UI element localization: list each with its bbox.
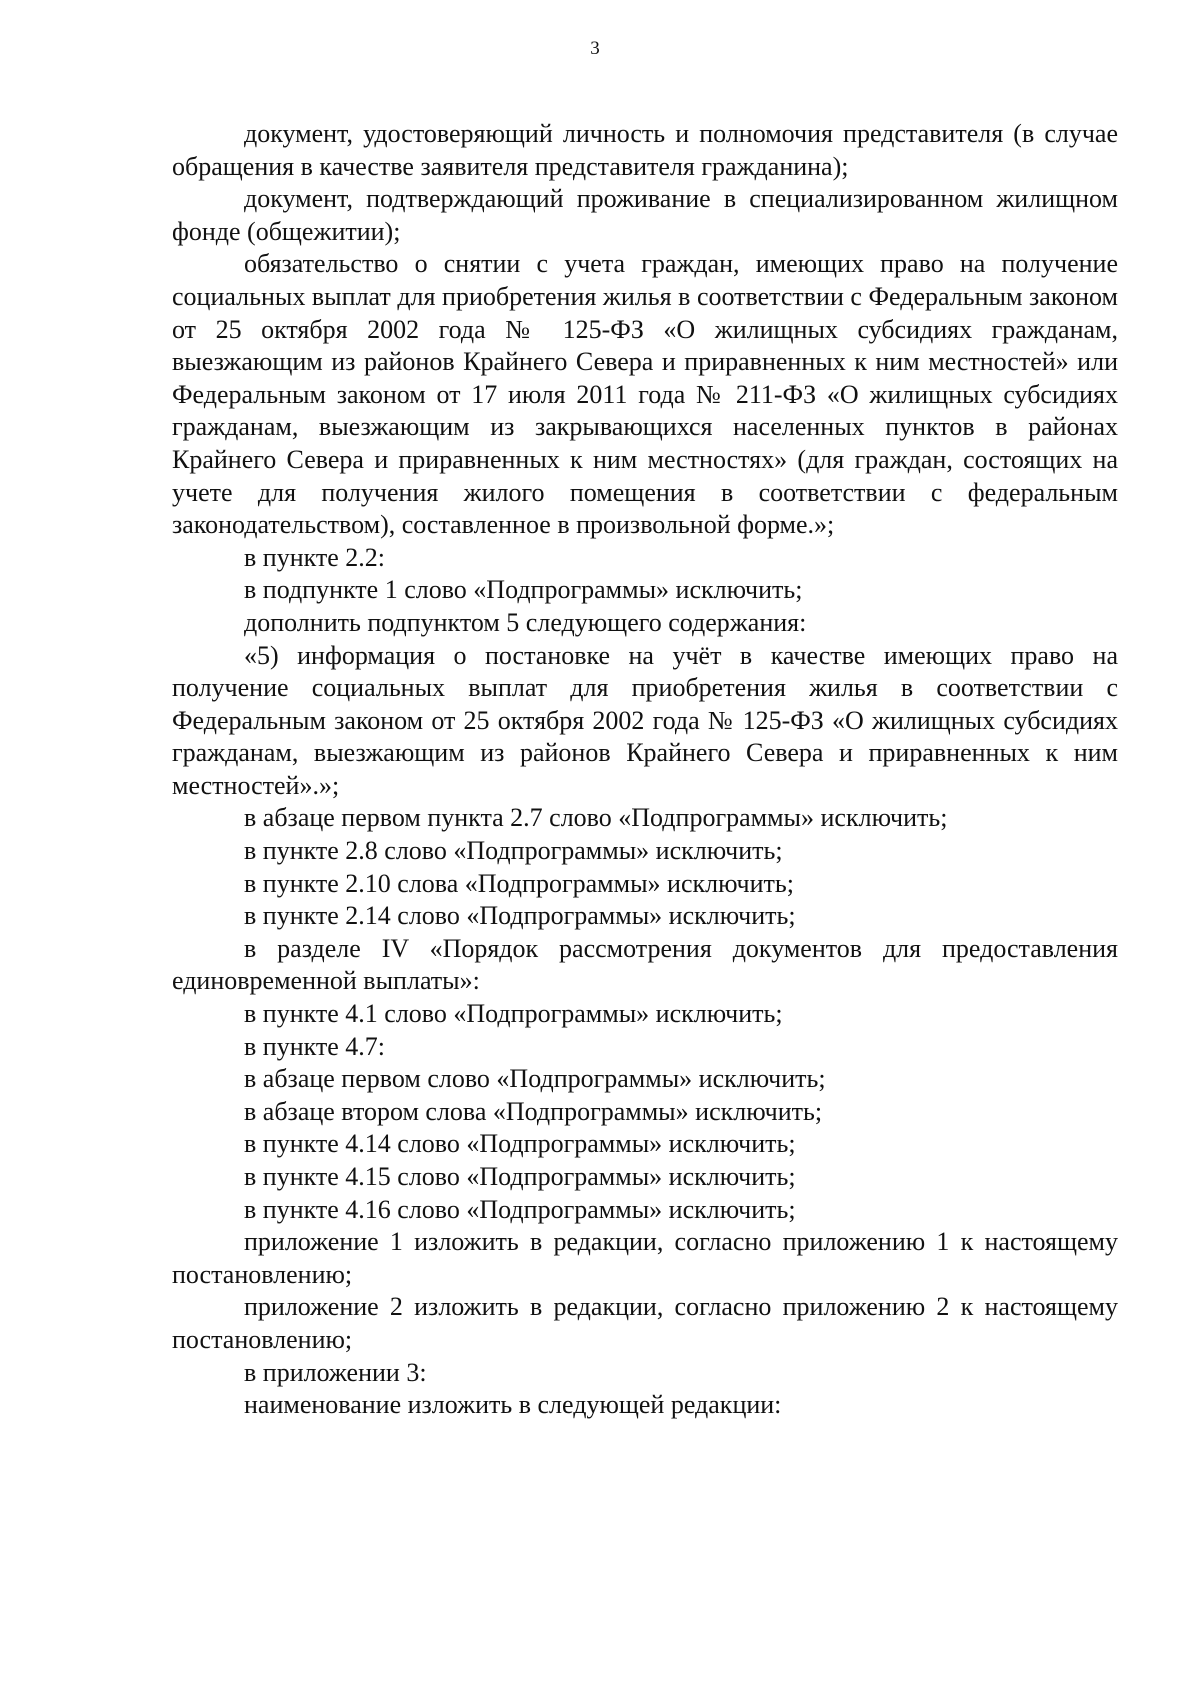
paragraph-19: в пункте 4.16 слово «Подпрограммы» исключить; bbox=[244, 1194, 796, 1224]
paragraph-16: в абзаце втором слова «Подпрограммы» исключить; bbox=[244, 1096, 823, 1126]
paragraph-6: дополнить подпунктом 5 следующего содержания: bbox=[244, 607, 807, 637]
paragraph-14: в пункте 4.7: bbox=[244, 1031, 386, 1061]
paragraph-22: в приложении 3: bbox=[244, 1357, 427, 1387]
paragraph-23: наименование изложить в следующей редакции: bbox=[244, 1390, 782, 1420]
paragraph-4: в пункте 2.2: bbox=[244, 542, 386, 572]
paragraph-2: документ, подтверждающий проживание в специализированном жилищном фонде (общежитии); bbox=[172, 184, 1118, 246]
paragraph-12: в разделе IV «Порядок рассмотрения документов для предоставления единовременной выплаты»: bbox=[172, 933, 1118, 996]
paragraph-9: в пункте 2.8 слово «Подпрограммы» исключить; bbox=[244, 836, 783, 866]
paragraph-20: приложение 1 изложить в редакции, согласно приложению 1 к настоящему постановлению; bbox=[172, 1227, 1118, 1289]
document-body bbox=[172, 118, 1118, 1422]
paragraph-10: в пункте 2.10 слова «Подпрограммы» исключить; bbox=[244, 868, 794, 898]
paragraph-13: в пункте 4.1 слово «Подпрограммы» исключить; bbox=[244, 999, 783, 1029]
paragraph-3: обязательство о снятии с учета граждан, имеющих право на получение социальных выплат для приобретения жилья в соответствии с Федеральным законом от 25 октября 2002 года № 125-ФЗ «О жилищных субсидиях гражданам, выезжающим из районов Крайнего Севера и приравненных к ним местностей» или Федеральным законом от 17 июля 2011 года № 211-ФЗ «О жилищных субсидиях гражданам, выезжающим из закрывающихся населенных пунктов в районах Крайнего Севера и приравненных к ним местностях» (для граждан, состоящих на учете для получения жилого помещения в соответствии с федеральным законодательством), составленное в произвольной форме.»; bbox=[172, 249, 1118, 540]
paragraph-17: в пункте 4.14 слово «Подпрограммы» исключить; bbox=[244, 1129, 796, 1159]
paragraph-18: в пункте 4.15 слово «Подпрограммы» исключить; bbox=[244, 1162, 796, 1191]
paragraph-8: в абзаце первом пункта 2.7 слово «Подпрограммы» исключить; bbox=[244, 803, 948, 833]
paragraph-7: «5) информация о постановке на учёт в качестве имеющих право на получение социальных выплат для приобретения жилья в соответствии с Федеральным законом от 25 октября 2002 года № 125-ФЗ «О жилищных субсидиях гражданам, выезжающим из районов Крайнего Севера и приравненных к ним местностей».»; bbox=[172, 640, 1118, 800]
paragraph-1: документ, удостоверяющий личность и полномочия представителя (в случае обращения в качестве заявителя представителя гражданина); bbox=[172, 119, 1118, 181]
page-number: 3 bbox=[590, 38, 600, 59]
paragraph-15: в абзаце первом слово «Подпрограммы» исключить; bbox=[244, 1064, 826, 1094]
paragraph-21: приложение 2 изложить в редакции, согласно приложению 2 к настоящему постановлению; bbox=[172, 1292, 1118, 1354]
paragraph-11: в пункте 2.14 слово «Подпрограммы» исключить; bbox=[244, 901, 796, 931]
paragraph-5: в подпункте 1 слово «Подпрограммы» исключить; bbox=[244, 575, 803, 605]
